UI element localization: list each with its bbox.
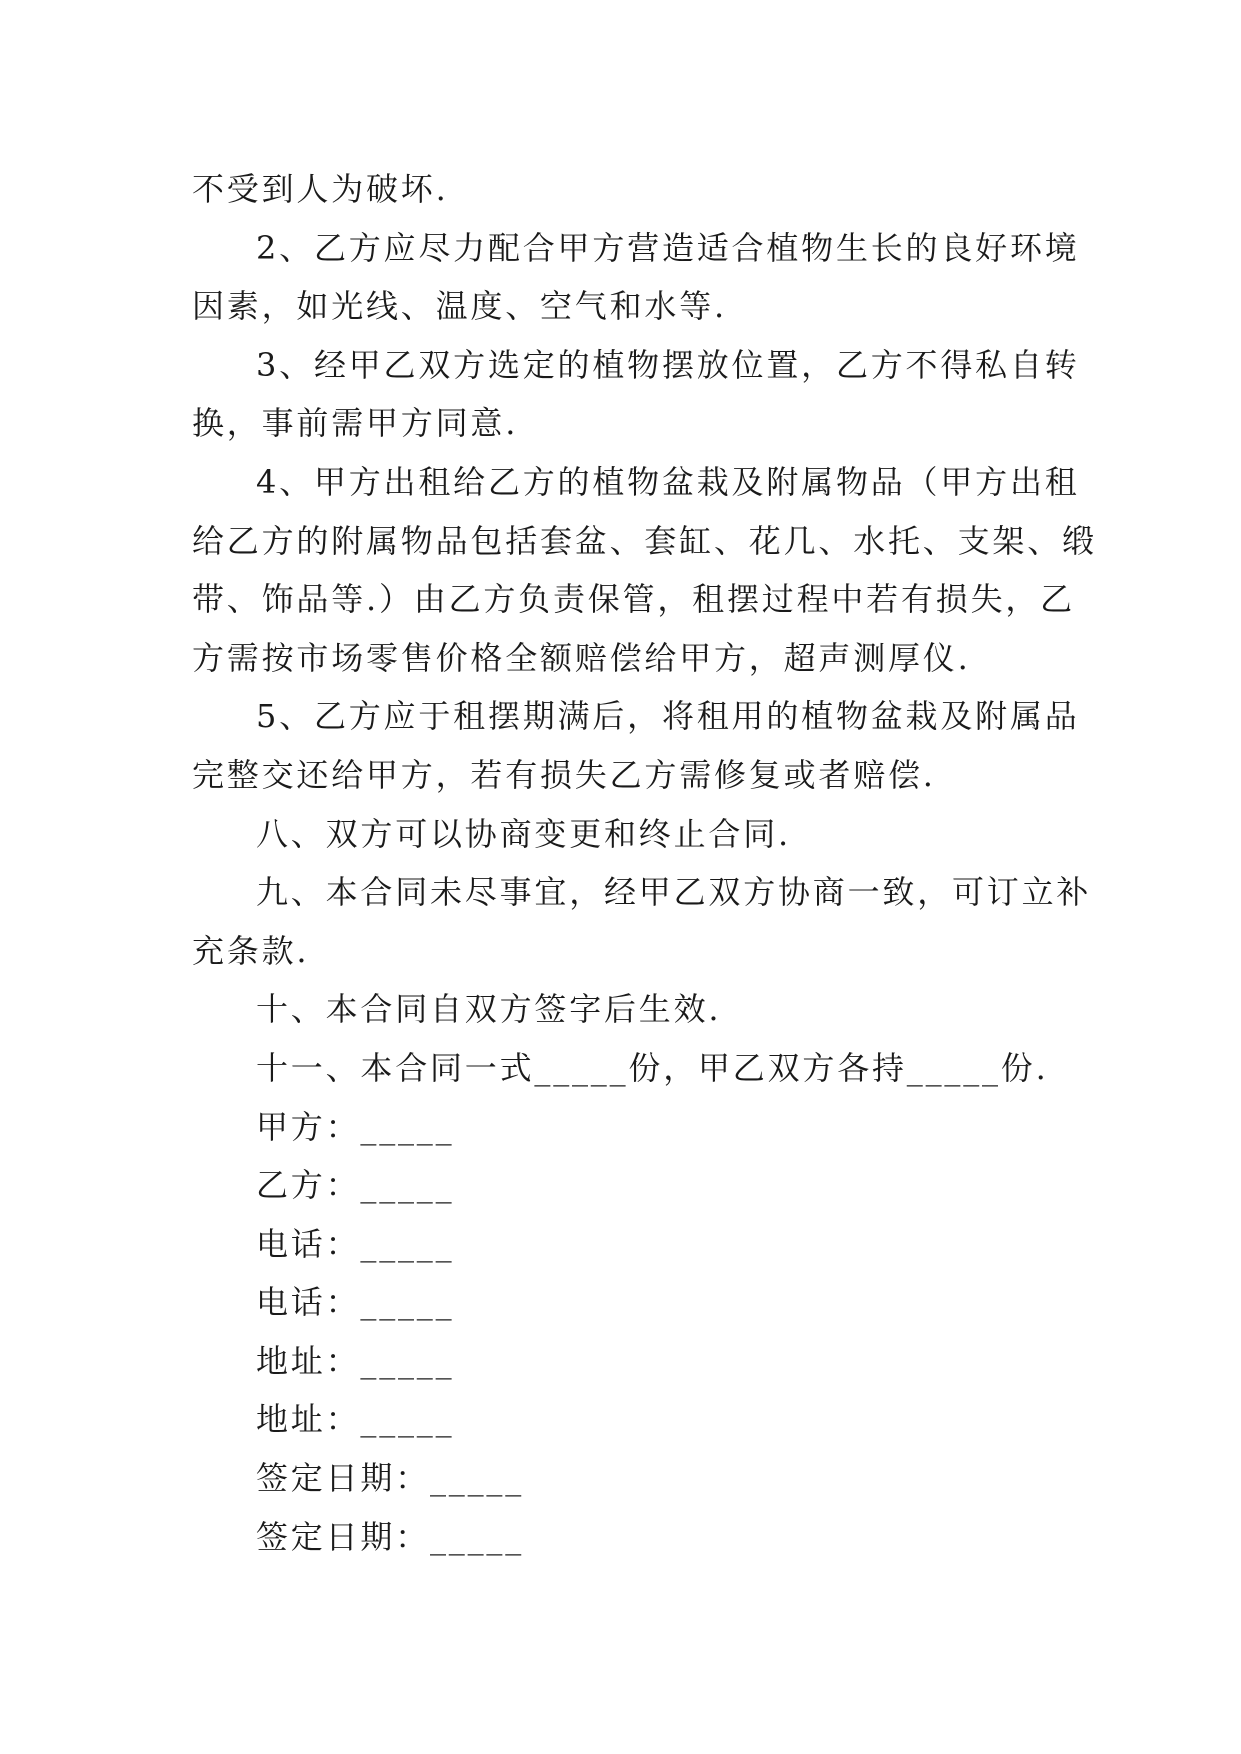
clause-5-line-2: 完整交还给甲方，若有损失乙方需修复或者赔偿. [192, 755, 936, 794]
clause-3-line-2: 换，事前需甲方同意. [192, 404, 519, 443]
phone-field-b: 电话：_____ [256, 1283, 455, 1322]
text-line: 不受到人为破坏. [192, 170, 449, 208]
article-9-line-1: 九、本合同未尽事宜，经甲乙双方协商一致，可订立补 [256, 873, 1092, 912]
clause-4-line-3: 带、饰品等.）由乙方负责保管，租摆过程中若有损失，乙 [192, 580, 1075, 619]
clause-4-line-2: 给乙方的附属物品包括套盆、套缸、花几、水托、支架、缎 [192, 521, 1097, 560]
document-body [192, 160, 1097, 1566]
article-11: 十一、本合同一式_____份，甲乙双方各持_____份. [256, 1048, 1049, 1087]
clause-4-line-4: 方需按市场零售价格全额赔偿给甲方，超声测厚仪. [192, 638, 971, 677]
clause-5-line-1: 5、乙方应于租摆期满后，将租用的植物盆栽及附属品 [256, 697, 1080, 736]
article-9-line-2: 充条款. [192, 931, 310, 970]
phone-field-a: 电话：_____ [256, 1224, 455, 1263]
signing-date-field-a: 签定日期：_____ [256, 1459, 525, 1498]
signing-date-field-b: 签定日期：_____ [256, 1517, 525, 1556]
clause-2-line-1: 2、乙方应尽力配合甲方营造适合植物生长的良好环境 [256, 228, 1080, 267]
clause-3-line-1: 3、经甲乙双方选定的植物摆放位置，乙方不得私自转 [256, 345, 1080, 384]
clause-2-line-2: 因素，如光线、温度、空气和水等. [192, 287, 727, 326]
address-field-b: 地址：_____ [256, 1400, 455, 1439]
address-field-a: 地址：_____ [256, 1341, 455, 1380]
clause-4-line-1: 4、甲方出租给乙方的植物盆栽及附属物品（甲方出租 [256, 462, 1080, 501]
party-b-field: 乙方：_____ [256, 1166, 455, 1205]
party-a-field: 甲方：_____ [256, 1107, 455, 1146]
article-10: 十、本合同自双方签字后生效. [256, 990, 722, 1029]
article-8: 八、双方可以协商变更和终止合同. [256, 814, 791, 853]
